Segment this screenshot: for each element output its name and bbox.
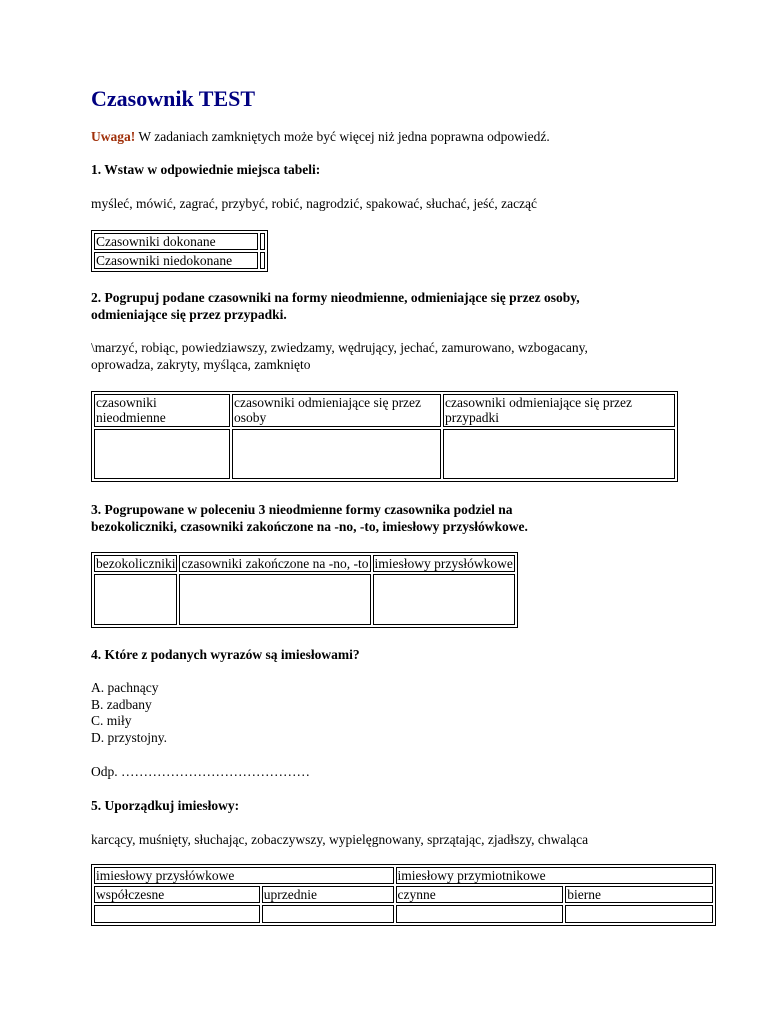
table-row xyxy=(94,233,265,250)
q5-answer-cell[interactable] xyxy=(396,905,564,923)
q5-sub-header: czynne xyxy=(396,886,564,903)
q3-table xyxy=(91,552,518,628)
q5-answer-cell[interactable] xyxy=(94,905,260,923)
q4-options xyxy=(91,680,167,746)
note-label: Uwaga! xyxy=(91,129,136,144)
q3-answer-cell[interactable] xyxy=(373,574,515,625)
note-text: W zadaniach zamkniętych może być więcej niż jedna poprawna odpowiedź. xyxy=(135,129,550,144)
q2-answer-cell[interactable] xyxy=(443,429,675,479)
q1-heading: 1. Wstaw w odpowiednie miejsca tabeli: xyxy=(91,162,321,177)
q4-option: C. miły xyxy=(91,713,132,728)
q1-answer-cell[interactable] xyxy=(260,252,265,269)
q4-answer-line[interactable]: Odp. …………………………………… xyxy=(91,764,310,779)
table-row xyxy=(94,574,515,625)
q5-answer-cell[interactable] xyxy=(565,905,713,923)
q5-heading: 5. Uporządkuj imiesłowy: xyxy=(91,798,240,813)
page-title: Czasownik TEST xyxy=(91,86,256,111)
table-row xyxy=(94,429,675,479)
table-row xyxy=(94,394,675,427)
q2-heading-line2: odmieniające się przez przypadki. xyxy=(91,307,287,322)
q4-option: A. pachnący xyxy=(91,680,159,695)
q2-words-line1: \marzyć, robiąc, powiedziawszy, zwiedzamy, wędrujący, jechać, zamurowano, wzbogacany, xyxy=(91,340,588,355)
q3-header-cell: imiesłowy przysłówkowe xyxy=(374,556,513,571)
q3-answer-cell[interactable] xyxy=(179,574,370,625)
q2-table xyxy=(91,391,678,482)
q1-words: myśleć, mówić, zagrać, przybyć, robić, nagrodzić, spakować, słuchać, jeść, zacząć xyxy=(91,196,538,211)
q2-header-cell: czasowniki odmieniające się przez przypadki xyxy=(443,394,675,427)
q5-answer-cell[interactable] xyxy=(262,905,394,923)
q4-option: D. przystojny. xyxy=(91,729,167,745)
table-row xyxy=(94,252,265,269)
note-paragraph xyxy=(91,129,550,146)
q2-heading-line1: 2. Pogrupuj podane czasowniki na formy nieodmienne, odmieniające się przez osoby, xyxy=(91,290,580,305)
q2-answer-cell[interactable] xyxy=(94,429,230,479)
q2-answer-cell[interactable] xyxy=(232,429,441,479)
q1-row-label: Czasowniki niedokonane xyxy=(94,252,258,269)
q2-header-cell: czasowniki nieodmienne xyxy=(94,394,230,427)
q1-table xyxy=(91,230,268,272)
q5-sub-header: bierne xyxy=(565,886,713,903)
q5-sub-header: uprzednie xyxy=(262,886,394,903)
table-row xyxy=(94,555,515,572)
q5-table xyxy=(91,864,716,926)
table-row xyxy=(94,905,713,923)
q2-words-line2: oprowadza, zakryty, myśląca, zamknięto xyxy=(91,357,311,372)
q1-row-label: Czasowniki dokonane xyxy=(94,233,258,250)
q2-header-cell: czasowniki odmieniające się przez osoby xyxy=(232,394,441,427)
table-row xyxy=(94,886,713,903)
q3-answer-cell[interactable] xyxy=(94,574,177,625)
q4-heading: 4. Które z podanych wyrazów są imiesłowami? xyxy=(91,647,360,662)
q5-sub-header: współczesne xyxy=(94,886,260,903)
q5-group-header: imiesłowy przysłówkowe xyxy=(94,867,394,884)
q3-header-cell: bezokoliczniki xyxy=(96,556,176,571)
q4-option: B. zadbany xyxy=(91,696,152,712)
q3-header-cell: czasowniki zakończone na -no, -to xyxy=(181,556,369,571)
q3-heading-line2: bezokoliczniki, czasowniki zakończone na -no, -to, imiesłowy przysłówkowe. xyxy=(91,519,528,534)
q1-answer-cell[interactable] xyxy=(260,233,265,250)
q5-words: karcący, muśnięty, słuchając, zobaczywszy, wypielęgnowany, sprzątając, zjadłszy, chwaląca xyxy=(91,832,589,847)
table-row xyxy=(94,867,713,884)
q5-group-header: imiesłowy przymiotnikowe xyxy=(396,867,714,884)
q3-heading-line1: 3. Pogrupowane w poleceniu 3 nieodmienne formy czasownika podziel na xyxy=(91,502,513,517)
